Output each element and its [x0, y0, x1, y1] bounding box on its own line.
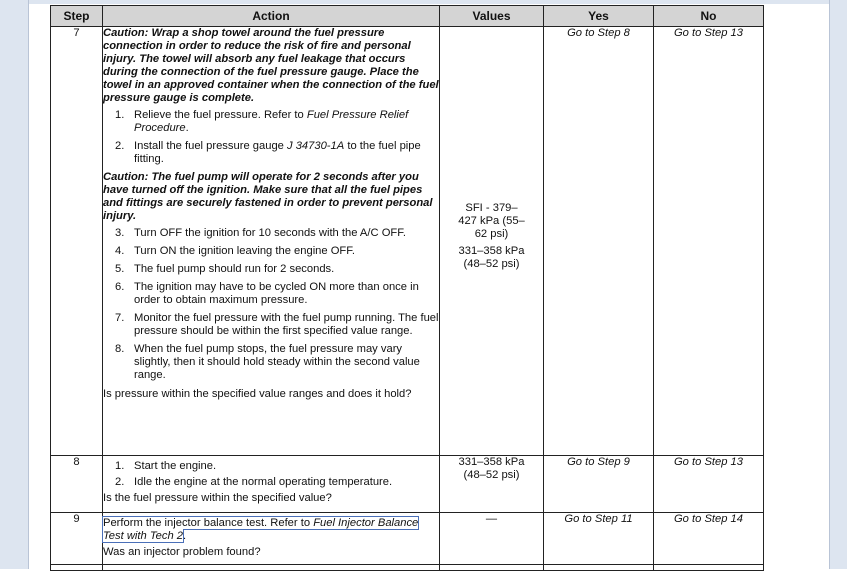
list-item: 1. Start the engine.	[115, 460, 217, 472]
header-action: Action	[103, 6, 440, 27]
table-row-step-8	[51, 456, 764, 513]
value-range-sfi: SFI - 379–427 kPa (55–62 psi)	[458, 202, 525, 240]
viewer-top-edge	[0, 0, 847, 4]
list-item: 7. Monitor the fuel pressure with the fuel pump running. The fuel pressure should be within the first specified value range.	[115, 312, 439, 337]
table-row-partial	[51, 565, 764, 571]
step-number: 8	[51, 456, 103, 513]
header-yes: Yes	[544, 6, 654, 27]
list-item: 4. Turn ON the ignition leaving the engine OFF.	[115, 245, 355, 257]
table-row-step-9	[51, 513, 764, 565]
viewer-left-margin	[0, 0, 29, 569]
tool-reference: J 34730-1A	[287, 140, 345, 152]
action-steps	[103, 227, 439, 382]
diagnostic-procedure-table	[50, 5, 764, 571]
action-cell: Perform the injector balance test. Refer to Fuel Injector Balance Test with Tech 2. Was an injector problem found?	[103, 513, 440, 565]
value-none: —	[485, 513, 498, 525]
caution-note: Caution: The fuel pump will operate for 2 seconds after you have turned off the ignition. Make sure that all the fuel pipes and fittings are securely fastened in order to prevent personal injury.	[103, 171, 433, 222]
header-values: Values	[440, 6, 544, 27]
no-goto-link[interactable]: Go to Step 14	[654, 513, 764, 565]
procedure-reference-link[interactable]: Fuel Injector Balance Test with Tech 2	[103, 517, 419, 542]
list-item: 3. Turn OFF the ignition for 10 seconds with the A/C OFF.	[115, 227, 406, 239]
value-range-hold: 331–358 kPa (48–52 psi)	[458, 245, 525, 270]
no-goto-link[interactable]: Go to Step 13	[654, 456, 764, 513]
decision-question: Is the fuel pressure within the specified value?	[103, 492, 332, 504]
value-range: 331–358 kPa (48–52 psi)	[458, 456, 525, 481]
values-cell	[440, 27, 544, 456]
table-row-step-7	[51, 27, 764, 456]
selected-text[interactable]: Perform the injector balance test. Refer to Fuel Injector Balance Test with Tech 2	[103, 517, 419, 542]
viewer-scrollbar[interactable]	[829, 0, 847, 569]
list-item: 6. The ignition may have to be cycled ON more than once in order to obtain maximum pressure.	[115, 281, 419, 306]
header-step: Step	[51, 6, 103, 27]
values-cell	[440, 456, 544, 513]
caution-note: Caution: Wrap a shop towel around the fuel pressure connection in order to reduce the risk of fire and personal injury. The towel will absorb any fuel leakage that occurs during the connection of the fuel pressure gauge. Place the towel in an approved container when the connection of the fuel pressure gauge is complete.	[103, 27, 439, 104]
action-cell	[103, 456, 440, 513]
table-header-row	[51, 6, 764, 27]
values-cell	[440, 513, 544, 565]
list-item: 5. The fuel pump should run for 2 seconds.	[115, 263, 335, 275]
yes-goto-link[interactable]: Go to Step 8	[544, 27, 654, 456]
header-no: No	[654, 6, 764, 27]
action-steps	[103, 109, 439, 166]
yes-goto-link[interactable]: Go to Step 11	[544, 513, 654, 565]
procedure-reference-link[interactable]: Fuel Pressure Relief Procedure	[134, 109, 409, 134]
yes-goto-link[interactable]: Go to Step 9	[544, 456, 654, 513]
action-cell	[103, 27, 440, 456]
no-goto-link[interactable]: Go to Step 13	[654, 27, 764, 456]
decision-question: Was an injector problem found?	[103, 546, 261, 558]
list-item: 8. When the fuel pump stops, the fuel pressure may vary slightly, then it should hold steady within the second value range.	[115, 343, 420, 381]
list-item: 1. Relieve the fuel pressure. Refer to Fuel Pressure Relief Procedure.	[115, 109, 409, 134]
list-item: 2. Idle the engine at the normal operating temperature.	[115, 476, 393, 488]
action-steps	[103, 460, 439, 489]
decision-question: Is pressure within the specified value ranges and does it hold?	[103, 388, 412, 400]
list-item: 2. Install the fuel pressure gauge J 34730-1A to the fuel pipe fitting.	[115, 140, 421, 165]
step-number: 7	[51, 27, 103, 456]
step-number: 9	[51, 513, 103, 565]
